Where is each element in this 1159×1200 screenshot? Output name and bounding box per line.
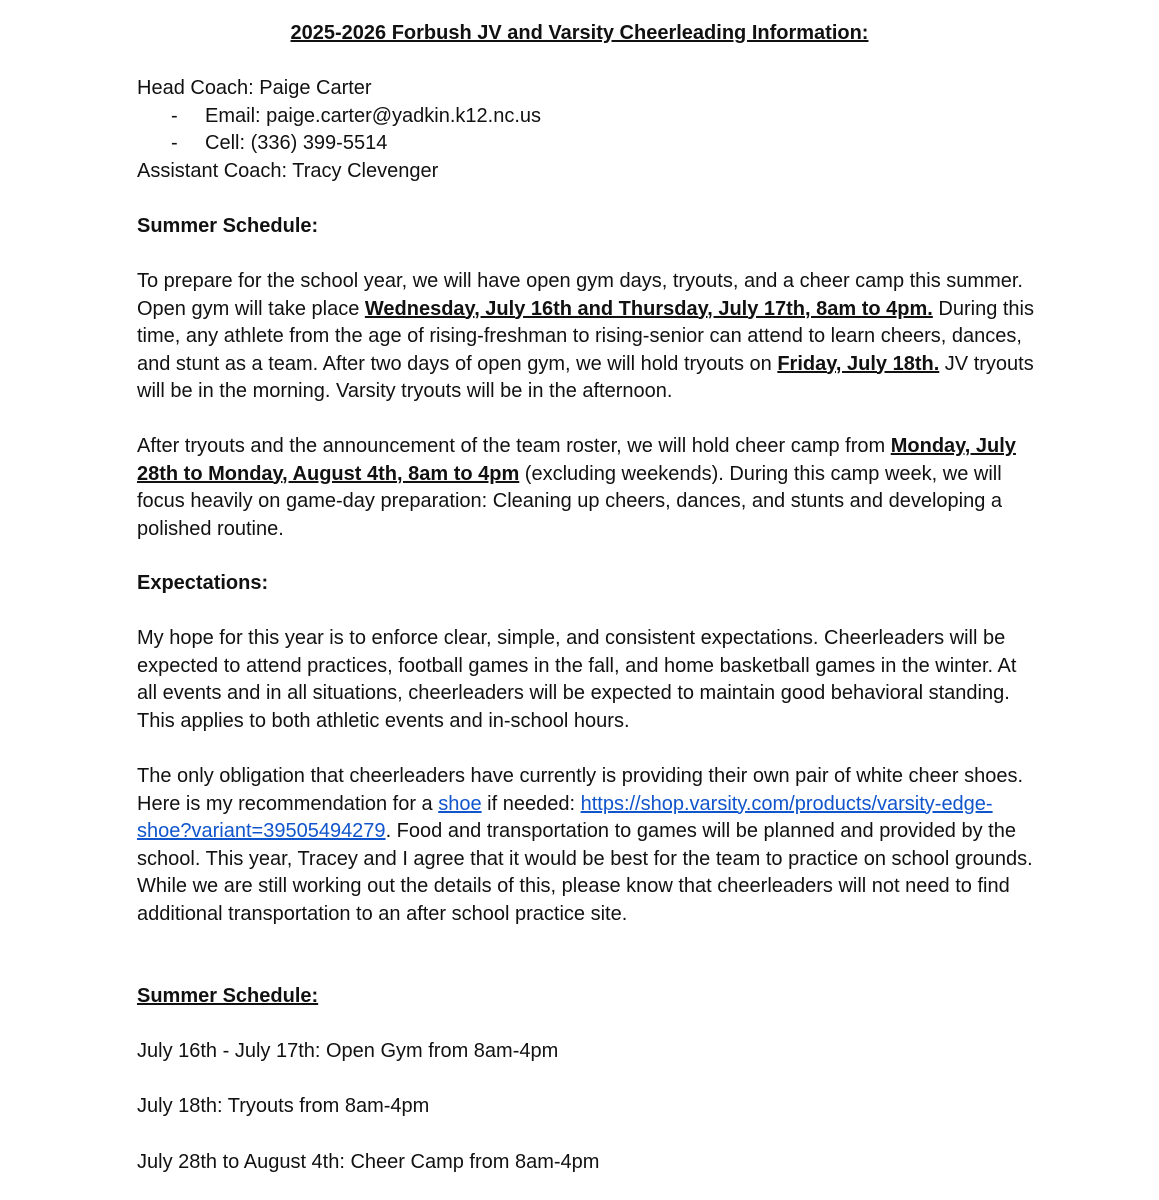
document-title: 2025-2026 Forbush JV and Varsity Cheerleading Information: xyxy=(290,22,869,44)
para1-text-2: During this time, any athlete from the age of rising-freshman to rising-senior can attend to learn cheers, dances, and stunt as a team. After two days of open gym, we will hold tryouts on xyxy=(137,297,1034,375)
shoe-link[interactable]: shoe xyxy=(438,792,482,815)
summer-schedule-heading: Summer Schedule: xyxy=(137,215,319,237)
cheer-camp-dates: Monday, July 28th to Monday, August 4th, 8am to 4pm xyxy=(137,435,1016,485)
coaches-section xyxy=(137,75,1037,185)
para4-text-3: . Food and transportation to games will be planned and provided by the school. This year, Tracey and I agree that it would be best for the team to practice on school grounds. While we are still working out the details of this, please know that cheerleaders will not need to find additional transportation to an after school practice site. xyxy=(137,820,1033,925)
coach-email: Email: paige.carter@yadkin.k12.nc.us xyxy=(205,104,542,127)
expectations-heading: Expectations: xyxy=(137,572,269,594)
para4-text-1: The only obligation that cheerleaders have currently is providing their own pair of white cheer shoes. Here is my recommendation for a xyxy=(137,765,1024,815)
schedule-item-cheer-camp: July 28th to August 4th: Cheer Camp from 8am-4pm xyxy=(137,1151,600,1173)
shoe-url-link[interactable]: https://shop.varsity.com/products/varsity-edge-shoe?variant=39505494279 xyxy=(137,792,993,842)
tryout-date: Friday, July 18th. xyxy=(777,352,940,375)
obligations-paragraph xyxy=(137,763,1037,928)
head-coach: Head Coach: Paige Carter xyxy=(137,77,372,99)
bullet-dash: - xyxy=(171,132,178,154)
para1-text-1: To prepare for the school year, we will have open gym days, tryouts, and a cheer camp this summer. Open gym will take place xyxy=(137,270,1023,320)
para2-text-1: After tryouts and the announcement of the team roster, we will hold cheer camp from xyxy=(137,435,891,457)
schedule-item-tryouts: July 18th: Tryouts from 8am-4pm xyxy=(137,1095,430,1117)
bullet-dash: - xyxy=(171,104,178,127)
open-gym-dates: Wednesday, July 16th and Thursday, July 17th, 8am to 4pm. xyxy=(364,297,933,320)
coach-cell: Cell: (336) 399-5514 xyxy=(205,132,388,154)
para4-text-2: if needed: xyxy=(481,792,581,815)
expectations-paragraph: My hope for this year is to enforce clear, simple, and consistent expectations. Cheerleaders will be expected to attend practices, football games in the fall, and home basketball games in the winter. At all events and in all situations, cheerleaders will be expected to maintain good behavioral standing. This applies to both athletic events and in-school hours. xyxy=(137,627,1017,732)
cheer-camp-paragraph xyxy=(137,433,1037,543)
summary-schedule-heading: Summer Schedule: xyxy=(137,985,319,1007)
schedule-item-open-gym: July 16th - July 17th: Open Gym from 8am-4pm xyxy=(137,1040,559,1062)
para2-text-2: (excluding weekends). During this camp week, we will focus heavily on game-day preparation: Cleaning up cheers, dances, and stunts and developing a polished routine. xyxy=(137,462,1003,540)
cell-bullet xyxy=(137,130,1037,158)
email-bullet xyxy=(137,103,1037,131)
assistant-coach: Assistant Coach: Tracy Clevenger xyxy=(137,159,439,182)
para1-text-3: JV tryouts will be in the morning. Varsity tryouts will be in the afternoon. xyxy=(137,352,1034,402)
open-gym-paragraph xyxy=(137,268,1037,406)
